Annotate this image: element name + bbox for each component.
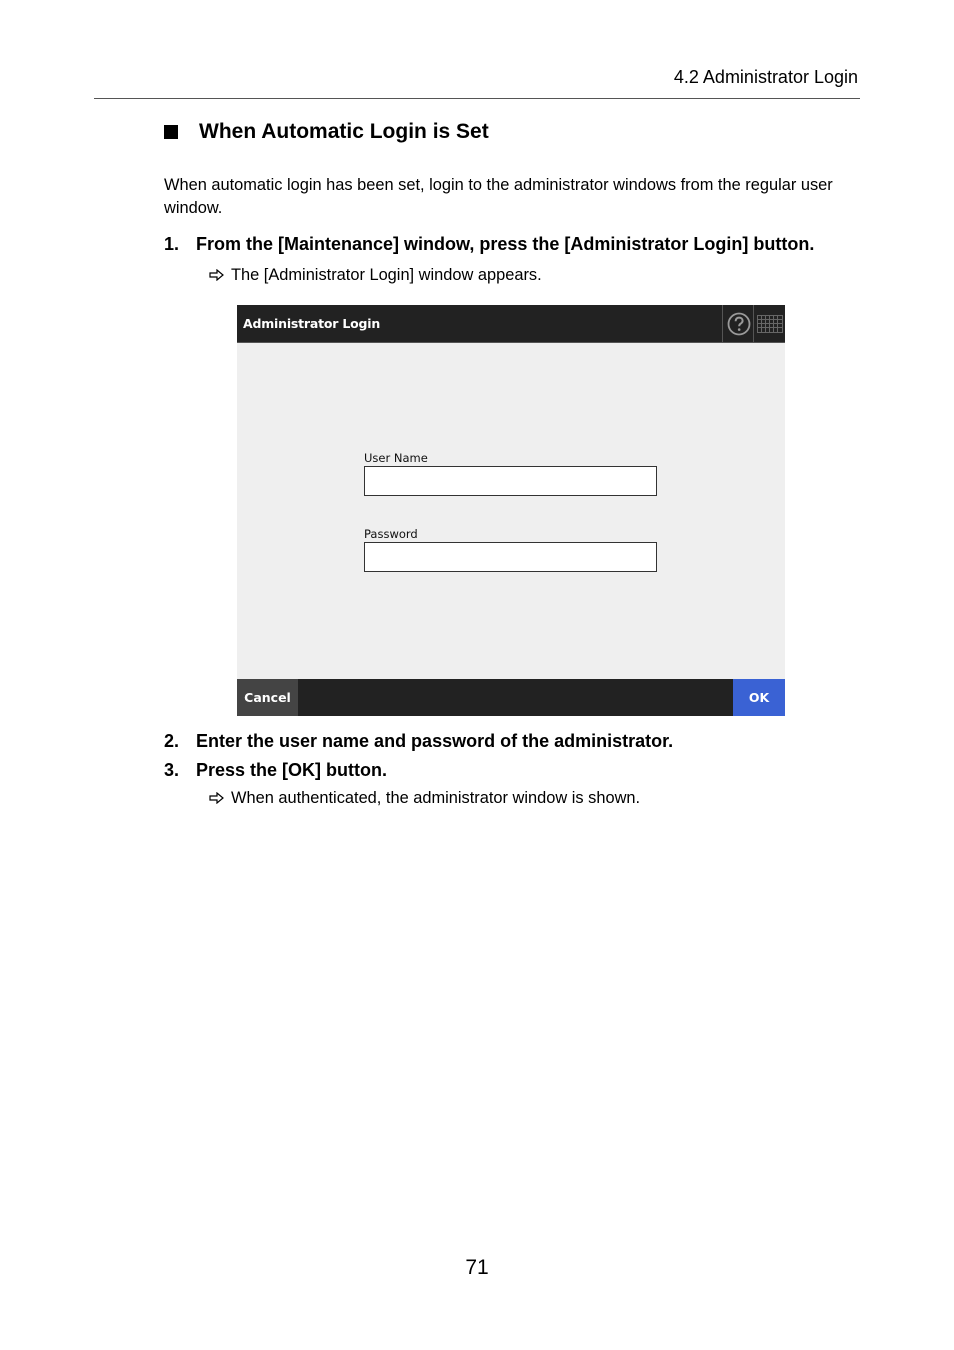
result-arrow-icon bbox=[209, 269, 225, 281]
running-header: 4.2 Administrator Login bbox=[673, 67, 858, 87]
admin-login-window bbox=[237, 305, 785, 716]
password-input[interactable] bbox=[364, 542, 657, 572]
password-label: Password bbox=[364, 527, 418, 541]
step-text: Enter the user name and password of the administrator. bbox=[196, 731, 674, 751]
cancel-button[interactable]: Cancel bbox=[237, 679, 298, 716]
square-bullet-icon bbox=[164, 125, 178, 139]
step-text: Press the [OK] button. bbox=[196, 760, 388, 780]
header-rule bbox=[94, 98, 860, 99]
step-3 bbox=[164, 759, 387, 781]
help-button[interactable] bbox=[722, 305, 754, 342]
step-text: From the [Maintenance] window, press the [Administrator Login] button. bbox=[196, 234, 815, 254]
intro-paragraph: When automatic login has been set, login to the administrator windows from the regular user window. bbox=[164, 176, 833, 217]
step-1 bbox=[164, 233, 814, 255]
keyboard-icon bbox=[757, 315, 783, 333]
page-number: 71 bbox=[465, 1256, 489, 1279]
user-name-input[interactable] bbox=[364, 466, 657, 496]
step-result-text: The [Administrator Login] window appears. bbox=[231, 266, 542, 284]
window-footer bbox=[237, 679, 785, 716]
step-1-result bbox=[209, 265, 542, 285]
ok-button[interactable]: OK bbox=[733, 679, 785, 716]
step-3-result bbox=[209, 788, 640, 808]
step-number: 3. bbox=[164, 760, 180, 780]
step-result-text: When authenticated, the administrator window is shown. bbox=[231, 789, 641, 807]
window-title: Administrator Login bbox=[243, 316, 381, 331]
keyboard-button[interactable] bbox=[753, 305, 785, 342]
section-title bbox=[164, 119, 489, 145]
section-title-text: When Automatic Login is Set bbox=[199, 120, 489, 143]
window-titlebar bbox=[237, 305, 785, 343]
result-arrow-icon bbox=[209, 792, 225, 804]
user-name-label: User Name bbox=[364, 451, 428, 465]
help-icon bbox=[727, 312, 751, 336]
step-number: 2. bbox=[164, 731, 180, 751]
step-2 bbox=[164, 730, 673, 752]
step-number: 1. bbox=[164, 234, 180, 254]
